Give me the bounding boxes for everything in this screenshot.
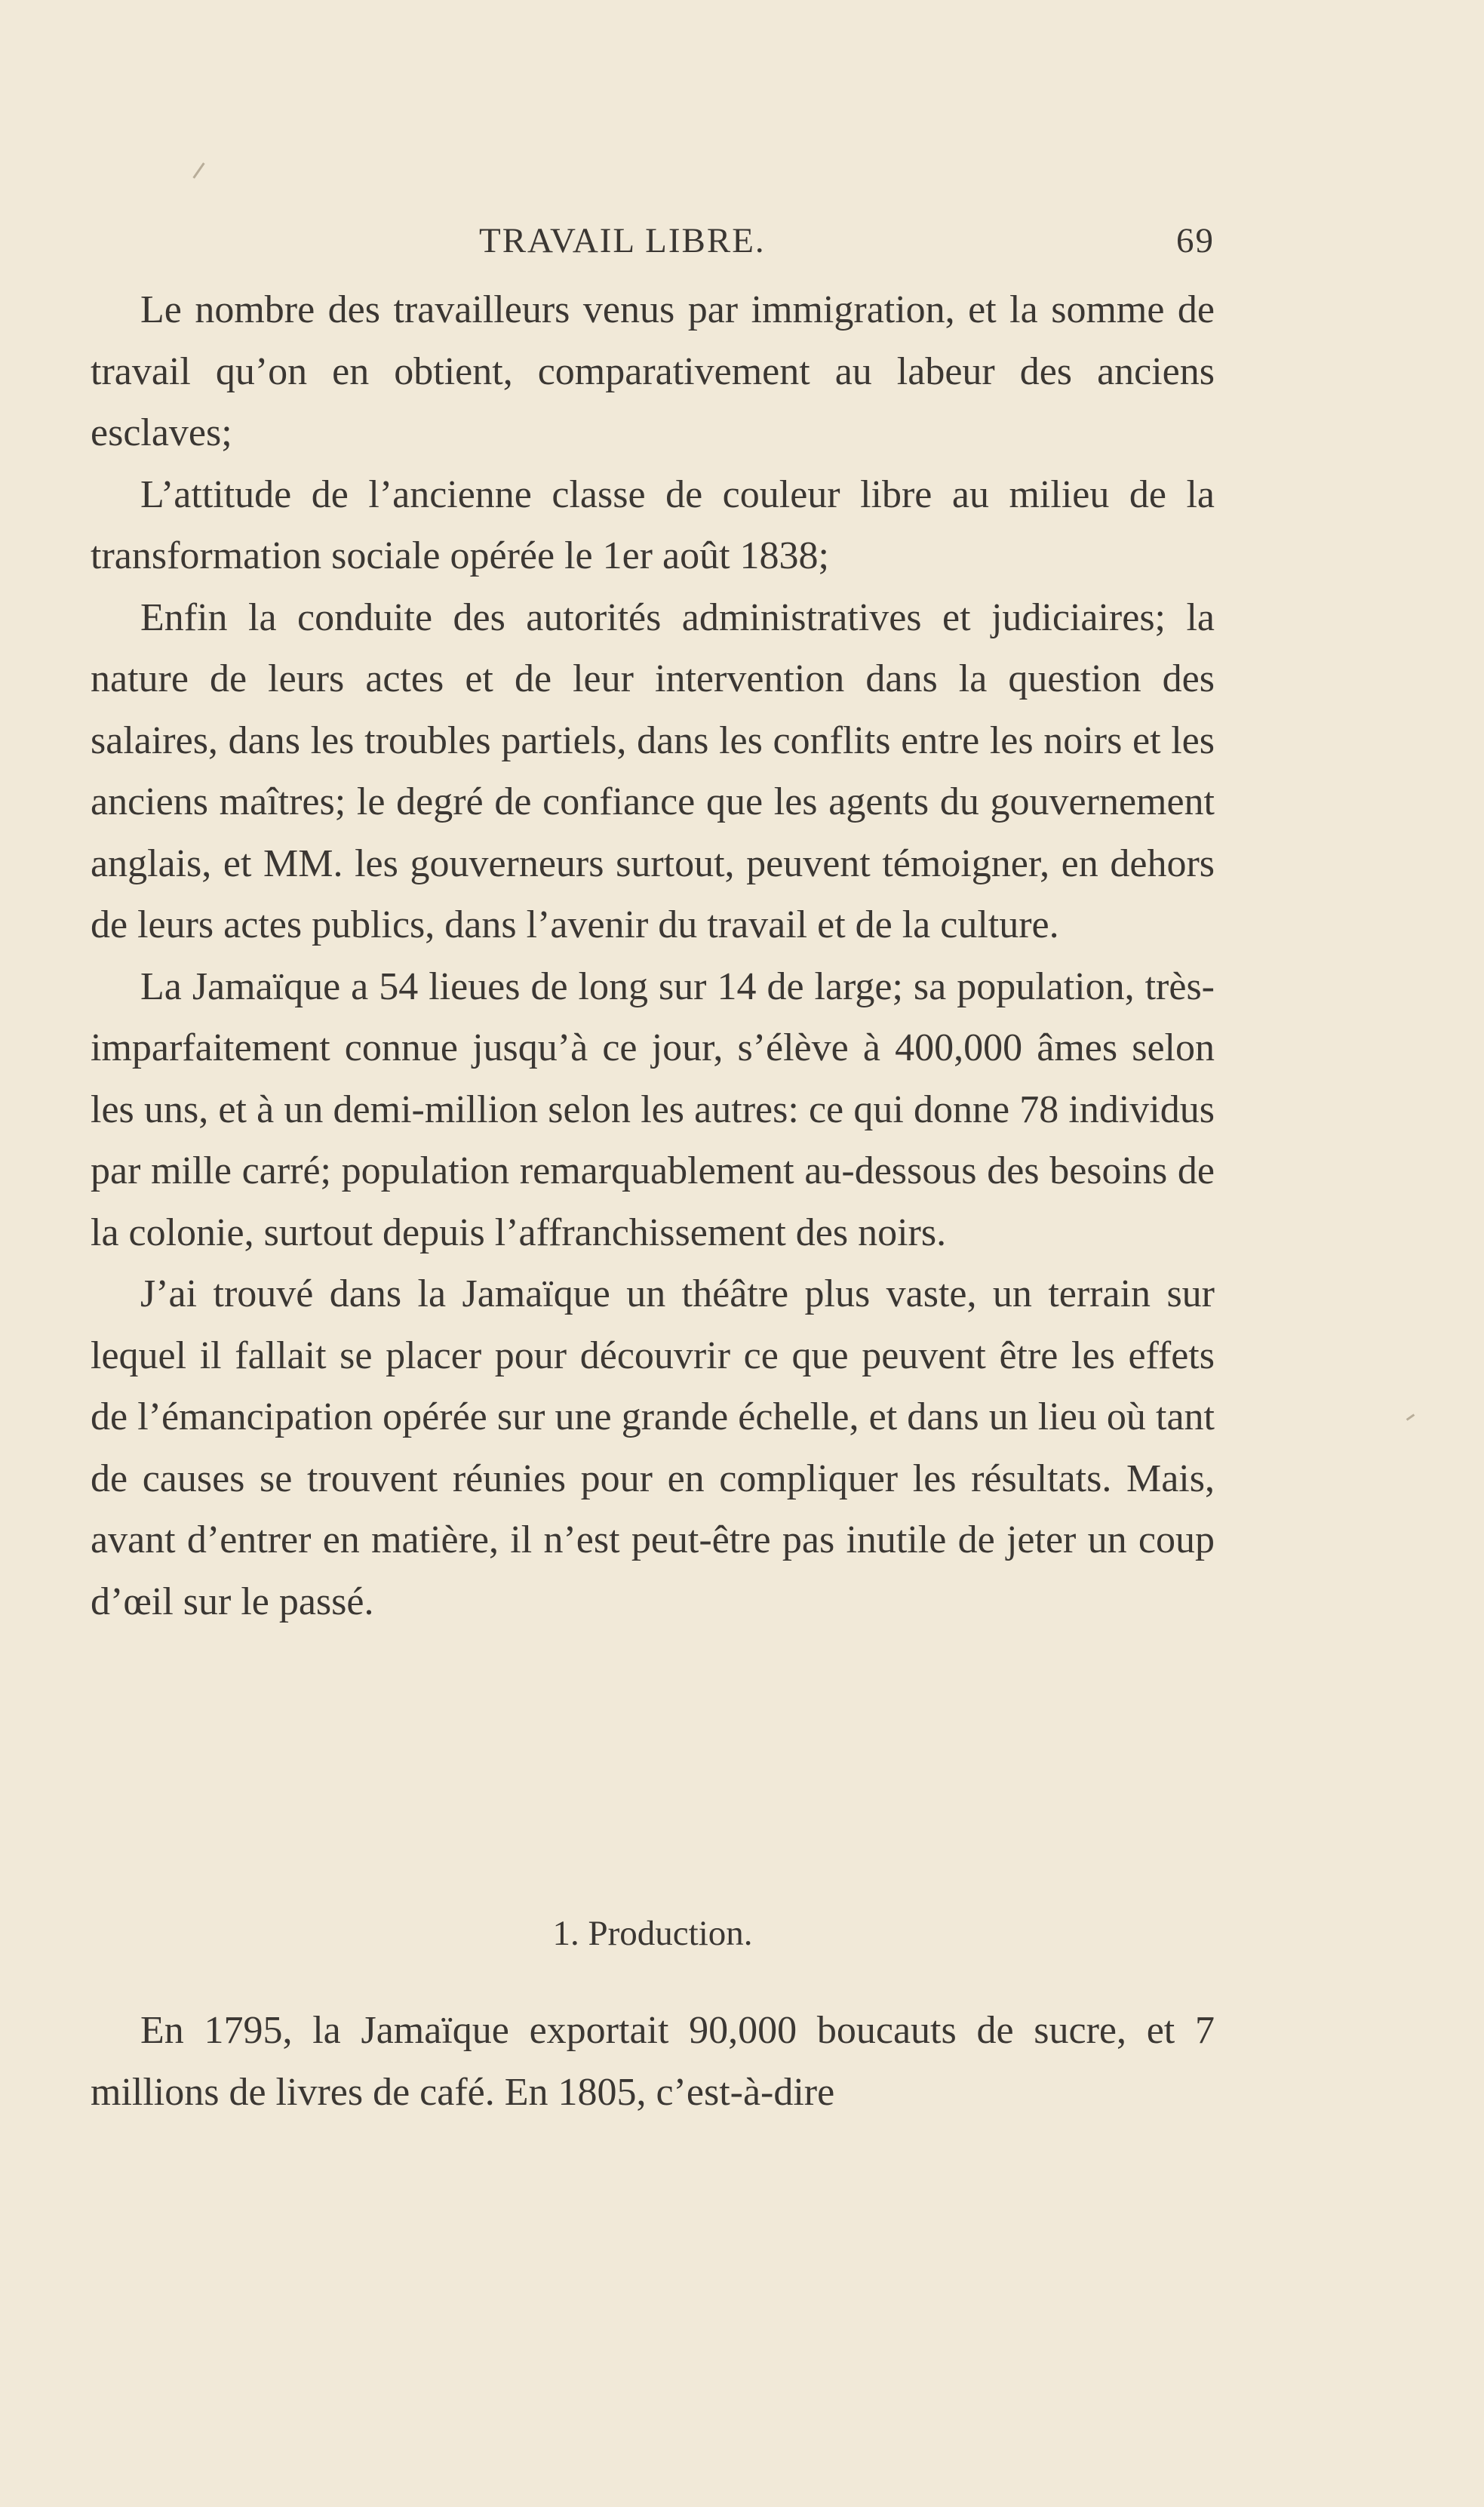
paragraph: En 1795, la Jamaïque exportait 90,000 boucauts de sucre, et 7 millions de livres de café. En 1805, c’est-à-dire	[91, 2009, 1215, 2114]
paper-mark	[192, 162, 204, 178]
paragraph: Enfin la conduite des autorités administratives et judiciaires; la nature de leurs actes et de leur intervention dans la question des salaires, dans les troubles partiels, dans les conflits entre les noirs et les anciens maîtres; le degré de confiance que les agents du gouvernement anglais, et MM. les gouverneurs surtout, peuvent témoigner, en dehors de leurs actes publics, dans l’avenir du travail et de la culture.	[91, 595, 1215, 946]
section-heading: 1. Production.	[552, 1914, 753, 1953]
paragraph: J’ai trouvé dans la Jamaïque un théâtre plus vaste, un terrain sur lequel il fallait se placer pour découvrir ce que peuvent être les effets de l’émancipation opérée sur une grande échelle, et dans un lieu où tant de causes se trouvent réunies pour en compliquer les résultats. Mais, avant d’entrer en matière, il n’est peut-être pas inutile de jeter un coup d’œil sur le passé.	[91, 1272, 1215, 1623]
body-text	[91, 279, 1215, 1632]
paper-mark	[1406, 1413, 1415, 1420]
paragraph: La Jamaïque a 54 lieues de long sur 14 de large; sa population, très-imparfaitement connue jusqu’à ce jour, s’élève à 400,000 âmes selon les uns, et à un demi-million selon les autres: ce qui donne 78 individus par mille carré; population remarquablement au-dessous des besoins de la colonie, surtout depuis l’affranchissement des noirs.	[91, 964, 1215, 1254]
running-title: TRAVAIL LIBRE.	[479, 221, 766, 260]
section-text	[91, 2000, 1215, 2123]
running-head	[91, 220, 1215, 273]
paragraph: Le nombre des travailleurs venus par immigration, et la somme de travail qu’on en obtient, comparativement au labeur des anciens esclaves;	[91, 288, 1215, 454]
paragraph: L’attitude de l’ancienne classe de couleur libre au milieu de la transformation sociale opérée le 1er août 1838;	[91, 472, 1215, 577]
page-number: 69	[1176, 221, 1215, 260]
